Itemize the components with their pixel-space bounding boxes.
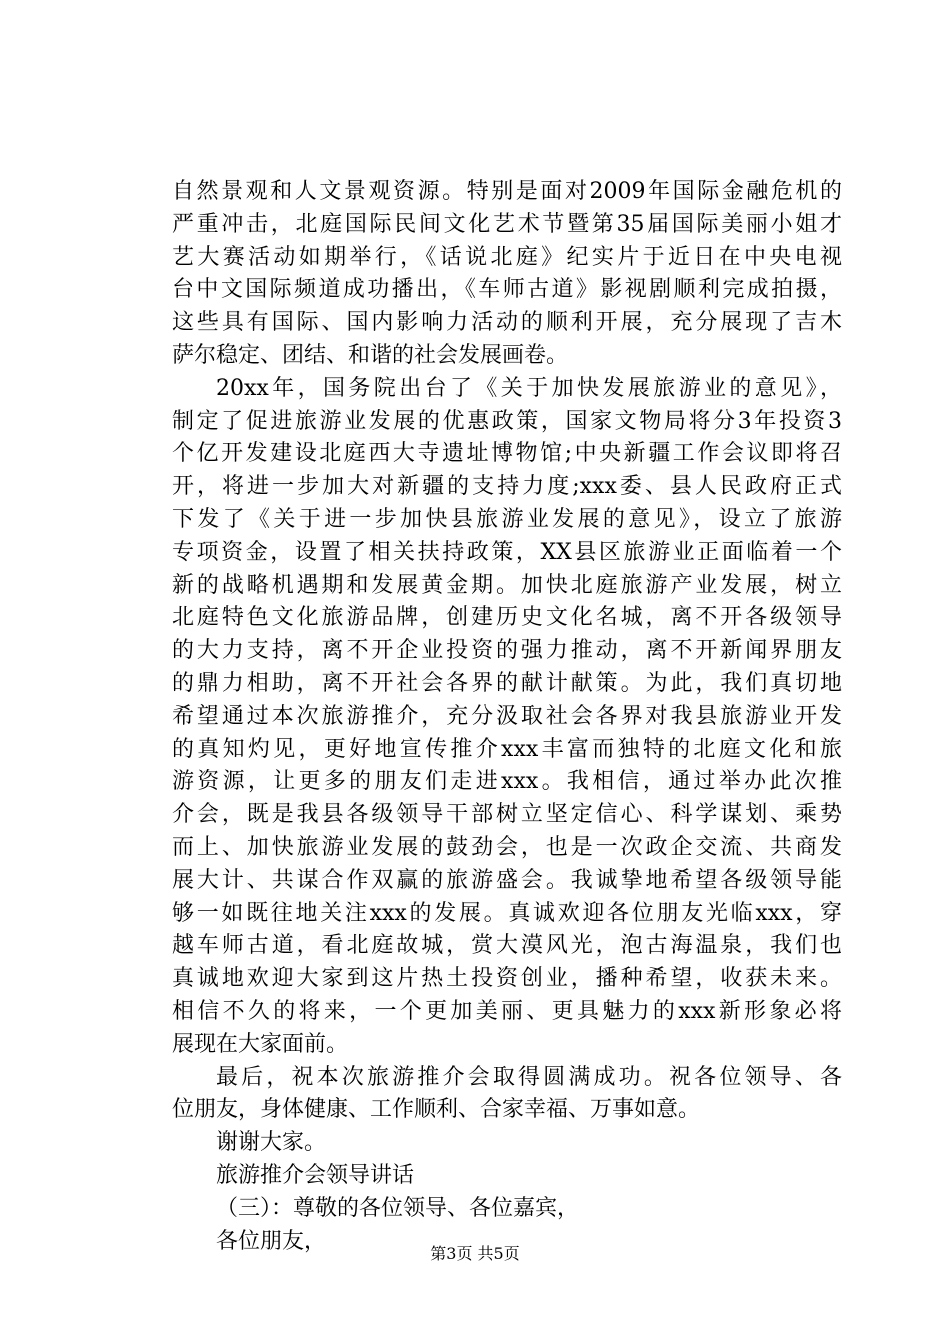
- text-line: 北庭特色文化旅游品牌，创建历史文化名城，离不开各级领导: [172, 605, 842, 631]
- text-line: 台中文国际频道成功播出，《车师古道》影视剧顺利完成拍摄，: [172, 277, 842, 303]
- text-line: （三）：尊敬的各位领导、各位嘉宾，: [216, 1195, 580, 1221]
- text-line: 这些具有国际、国内影响力活动的顺利开展，充分展现了吉木: [172, 310, 842, 336]
- text-line: 艺大赛活动如期举行，《话说北庭》纪实片于近日在中央电视: [172, 244, 842, 270]
- text-line: 制定了促进旅游业发展的优惠政策，国家文物局将分3年投资3: [172, 408, 842, 434]
- text-line: 新的战略机遇期和发展黄金期。加快北庭旅游产业发展，树立: [172, 572, 842, 598]
- text-line: 旅游推介会领导讲话: [216, 1162, 415, 1188]
- text-line: 自然景观和人文景观资源。特别是面对2009年国际金融危机的: [172, 179, 842, 204]
- text-line: 位朋友，身体健康、工作顺利、合家幸福、万事如意。: [172, 1097, 701, 1123]
- text-line: 专项资金，设置了相关扶持政策，XX县区旅游业正面临着一个: [172, 539, 842, 565]
- text-line: 的大力支持，离不开企业投资的强力推动，离不开新闻界朋友: [172, 638, 842, 664]
- text-line: 越车师古道，看北庭故城，赏大漠风光，泡古海温泉，我们也: [172, 933, 842, 959]
- document-body: [172, 176, 842, 1258]
- text-line: 萨尔稳定、团结、和谐的社会发展画卷。: [172, 342, 569, 368]
- page-footer: 第3页 共5页: [430, 1244, 520, 1263]
- text-line: 展现在大家面前。: [172, 1031, 349, 1057]
- text-line: 20xx年，国务院出台了《关于加快发展旅游业的意见》，: [216, 375, 842, 401]
- text-line: 的鼎力相助，离不开社会各界的献计献策。为此，我们真切地: [172, 670, 842, 696]
- text-line: 而上、加快旅游业发展的鼓劲会，也是一次政企交流、共商发: [172, 834, 842, 860]
- text-line: 的真知灼见，更好地宣传推介xxx丰富而独特的北庭文化和旅: [172, 736, 842, 762]
- text-line: 谢谢大家。: [216, 1130, 327, 1156]
- text-line: 下发了《关于进一步加快县旅游业发展的意见》，设立了旅游: [172, 506, 842, 532]
- text-line: 开，将进一步加大对新疆的支持力度;xxx委、县人民政府正式: [172, 474, 842, 500]
- text-line: 最后，祝本次旅游推介会取得圆满成功。祝各位领导、各: [216, 1064, 842, 1090]
- text-line: 严重冲击，北庭国际民间文化艺术节暨第35届国际美丽小姐才: [172, 211, 842, 237]
- text-line: 介会，既是我县各级领导干部树立坚定信心、科学谋划、乘势: [172, 802, 842, 828]
- text-line: 游资源，让更多的朋友们走进xxx。我相信，通过举办此次推: [172, 769, 842, 795]
- text-line: 个亿开发建设北庭西大寺遗址博物馆;中央新疆工作会议即将召: [172, 441, 842, 467]
- text-line: 各位朋友，: [216, 1228, 327, 1254]
- text-line: 展大计、共谋合作双赢的旅游盛会。我诚挚地希望各级领导能: [172, 867, 842, 893]
- text-line: 相信不久的将来，一个更加美丽、更具魅力的xxx新形象必将: [172, 998, 842, 1024]
- text-line: 真诚地欢迎大家到这片热土投资创业，播种希望，收获未来。: [172, 966, 842, 992]
- text-line: 够一如既往地关注xxx的发展。真诚欢迎各位朋友光临xxx，穿: [172, 900, 842, 926]
- text-line: 希望通过本次旅游推介，充分汲取社会各界对我县旅游业开发: [172, 703, 842, 729]
